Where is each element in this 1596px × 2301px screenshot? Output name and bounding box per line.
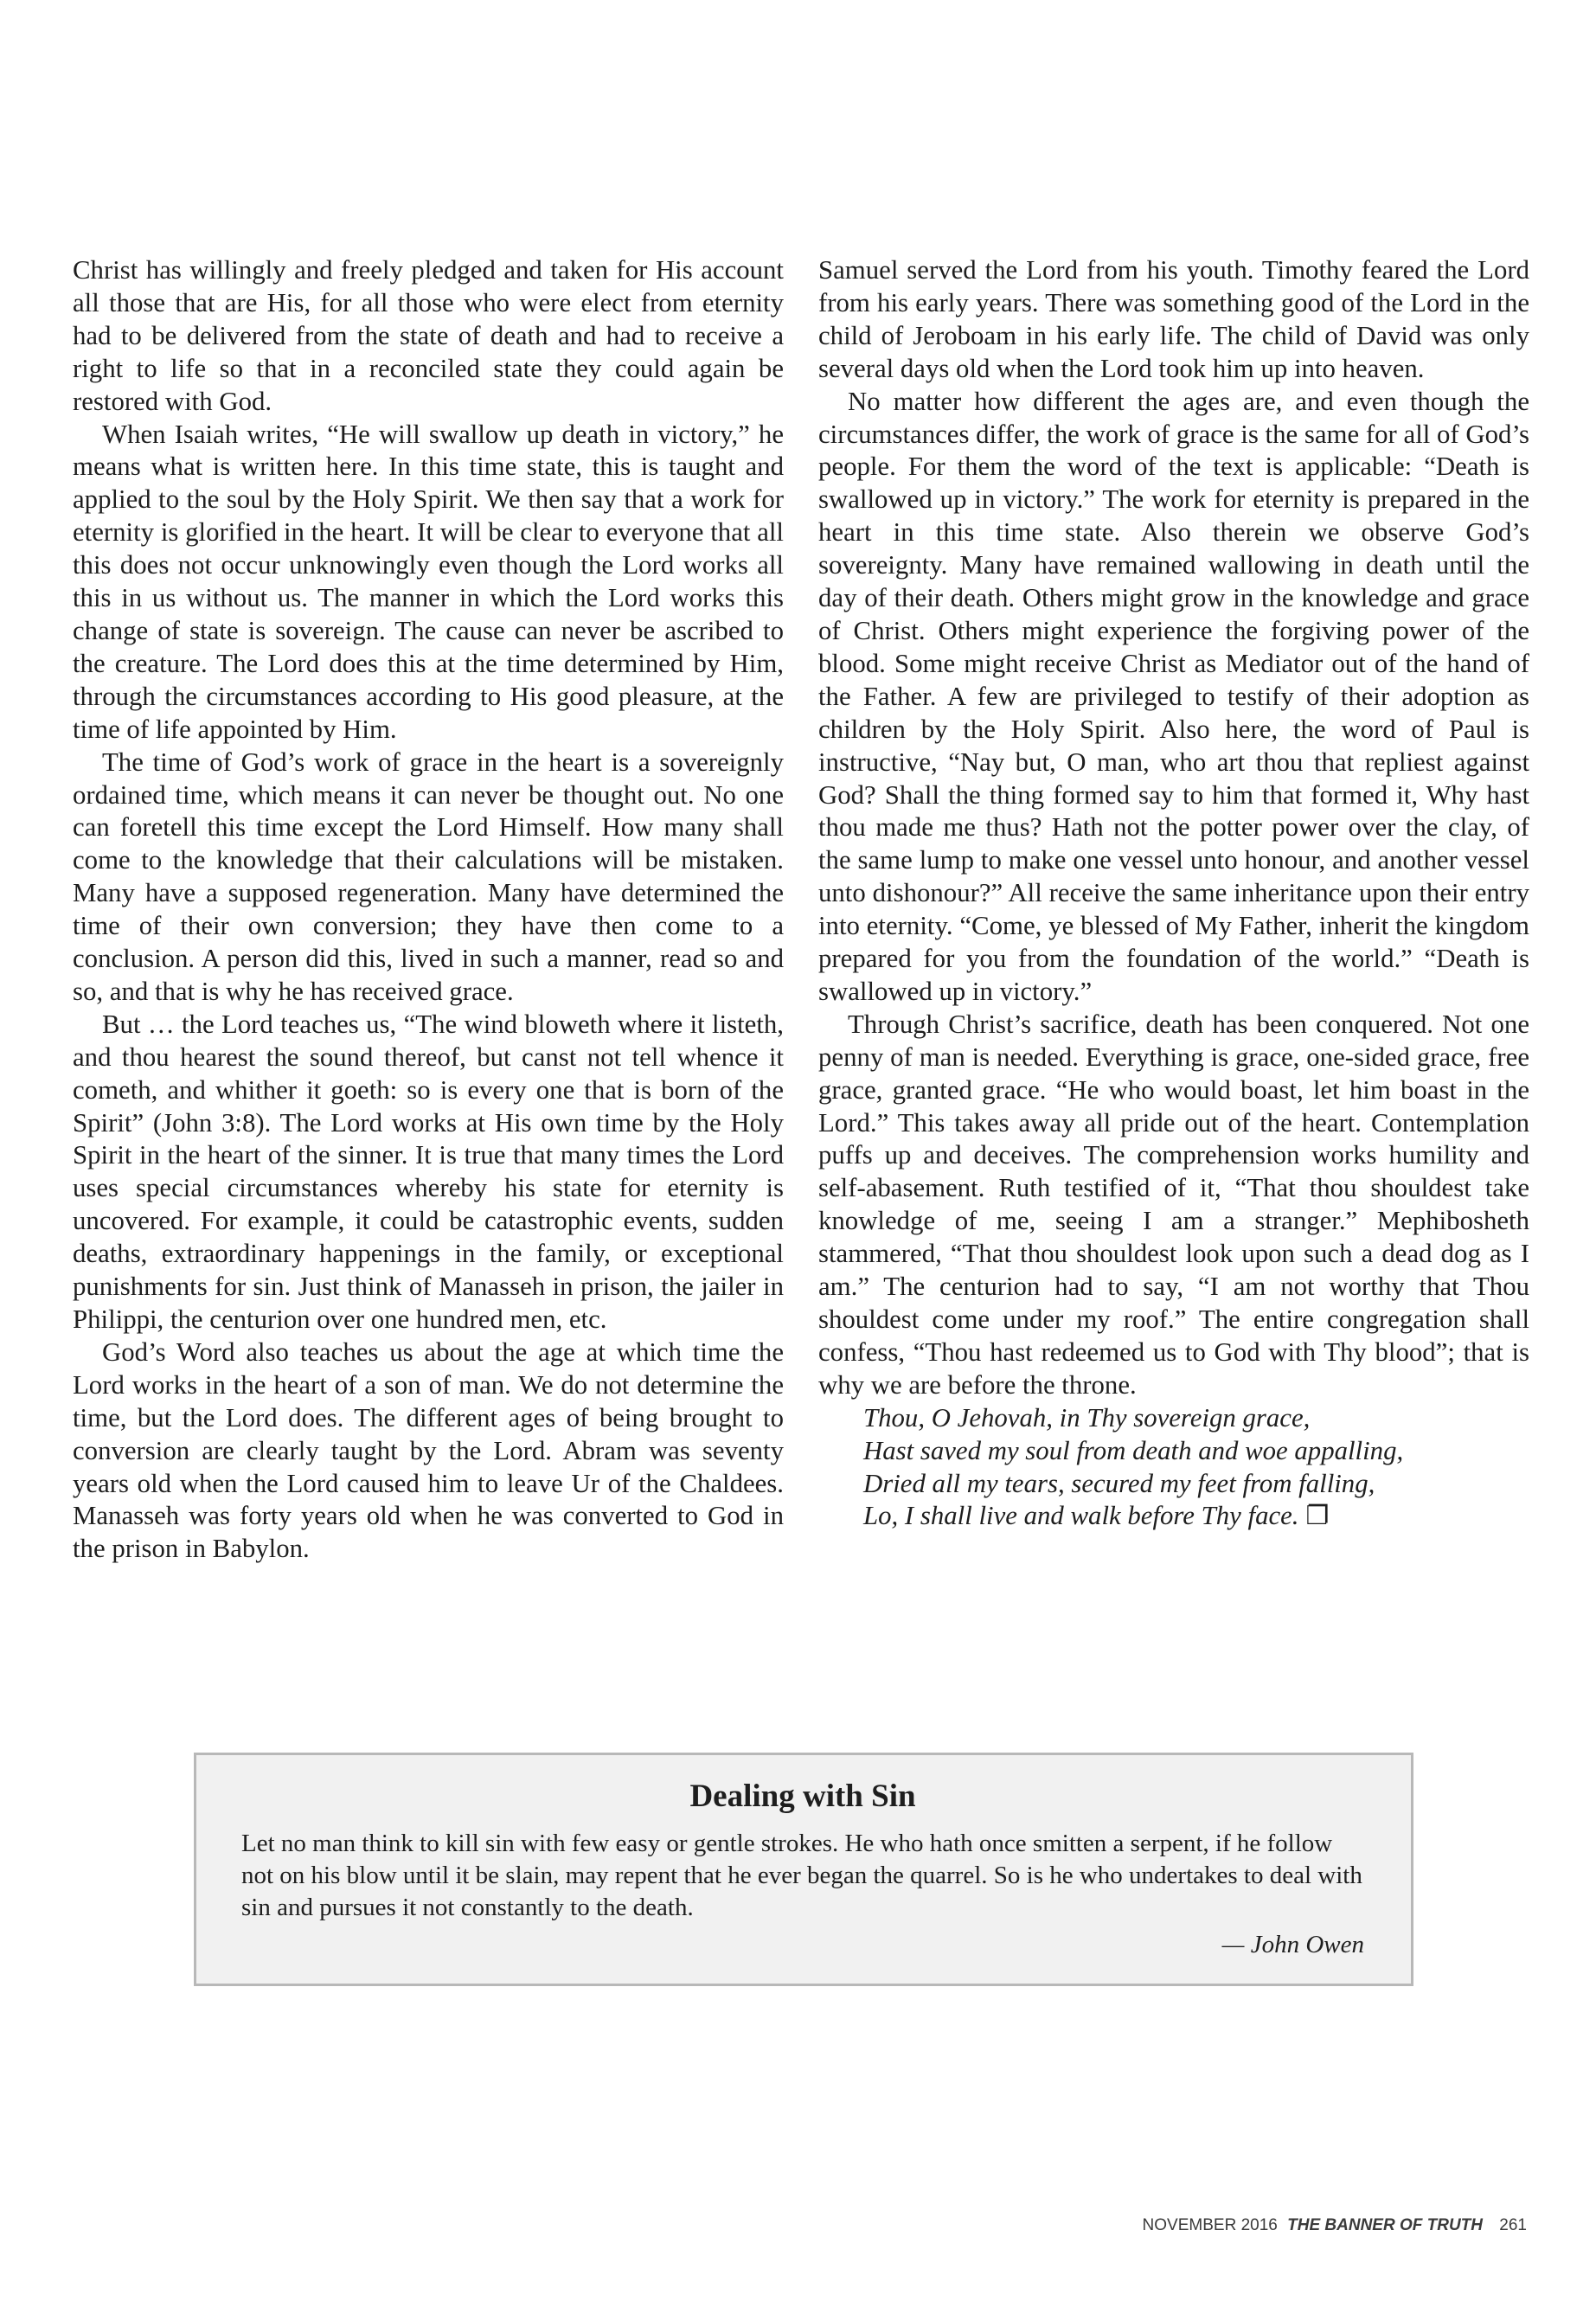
article-column-right bbox=[818, 254, 1529, 1533]
article-paragraph: No matter how different the ages are, and even though the circumstances differ, the work of grace is the same for all of God’s people. For them the word of the text is applicable: “Death is swallowed up in victory.” The work for eternity is prepared in the heart in this time state. Also therein we observe God’s sovereignty. Many have remained wallowing in death until the day of their death. Others might grow in the knowledge and grace of Christ. Others might experience the forgiving power of the blood. Some might receive Christ as Mediator out of the hand of the Father. A few are privileged to testify of their adoption as children by the Holy Spirit. Also here, the word of Paul is instructive, “Nay but, O man, who art thou that repliest against God? Shall the thing formed say to him that formed it, Why hast thou made me thus? Hath not the potter power over the clay, of the same lump to make one vessel unto honour, and another vessel unto dishonour?” All receive the same inheritance upon their entry into eternity. “Come, ye blessed of My Father, inherit the kingdom prepared for you from the foundation of the world.” “Death is swallowed up in victory.” bbox=[818, 386, 1529, 1006]
page-footer bbox=[1143, 2216, 1527, 2235]
article-paragraph: God’s Word also teaches us about the age at which time the Lord works in the heart of a son of man. We do not determine the time, but the Lord does. The different ages of being brought to conversion are clearly taught by the Lord. Abram was seventy years old when the Lord caused him to leave Ur of the Chaldees. Manasseh was forty years old when he was converted to God in the prison in Babylon. bbox=[73, 1336, 784, 1564]
sidebar-quote: Let no man think to kill sin with few easy or gentle strokes. He who hath once smitten a serpent, if he follow not on his blow until it be slain, may repent that he ever began the quarrel. So is he who undertakes to deal with sin and pursues it not constantly to the death. bbox=[241, 1830, 1362, 1921]
quote-sidebar bbox=[194, 1753, 1413, 1986]
article-paragraph: Christ has willingly and freely pledged and taken for His account all those that are His, for all those who were elect from eternity had to be delivered from the state of death and had to receive a right to life so that in a reconciled state they could again be restored with God. bbox=[73, 255, 784, 416]
article-paragraph: Through Christ’s sacrifice, death has been conquered. Not one penny of man is needed. Everything is grace, one-sided grace, free grace, granted grace. “He who would boast, let him boast in the Lord.” This takes away all pride out of the heart. Contemplation puffs up and deceives. The comprehension works humility and self-abasement. Ruth testified of it, “That thou shouldest take knowledge of me, seeing I am a stranger.” Mephibosheth stammered, “That thou shouldest look upon such a dead dog as I am.” The centurion had to say, “I am not worthy that Thou shouldest come under my roof.” The entire congregation shall confess, “Thou hast redeemed us to God with Thy blood”; that is why we are before the throne. bbox=[818, 1009, 1529, 1400]
footer-publication: THE BANNER OF TRUTH bbox=[1287, 2216, 1484, 2234]
closing-poem bbox=[818, 1402, 1529, 1534]
article-column-left bbox=[73, 254, 784, 1566]
article-paragraph: The time of God’s work of grace in the heart is a sovereignly ordained time, which means it can never be thought out. No one can foretell this time except the Lord Himself. How many shall come to the knowledge that their calculations will be mistaken. Many have a supposed regeneration. Many have determined the time of their own conversion; they have then come to a conclusion. A person did this, lived in such a manner, read so and so, and that is why he has received grace. bbox=[73, 747, 784, 1006]
article-paragraph: When Isaiah writes, “He will swallow up death in victory,” he means what is written here. In this time state, this is taught and applied to the soul by the Holy Spirit. We then say that a work for eternity is glorified in the heart. It will be clear to everyone that all this does not occur unknowingly even though the Lord works all this in us without us. The manner in which the Lord works this change of state is sovereign. The cause can never be ascribed to the creature. The Lord does this at the time determined by Him, through the circumstances according to His good pleasure, at the time of life appointed by Him. bbox=[73, 419, 784, 744]
end-of-article-icon: ❐ bbox=[1305, 1502, 1330, 1531]
poem-line: Thou, O Jehovah, in Thy sovereign grace, bbox=[863, 1402, 1311, 1433]
sidebar-attribution: — John Owen bbox=[1221, 1931, 1364, 1958]
article-paragraph: Samuel served the Lord from his youth. Timothy feared the Lord from his early years. There was something good of the Lord in the child of Jeroboam in his early life. The child of David was only several days old when the Lord took him up into heaven. bbox=[818, 255, 1529, 383]
poem-line: Dried all my tears, secured my feet from falling, bbox=[863, 1468, 1375, 1498]
page-number: 261 bbox=[1499, 2216, 1527, 2234]
poem-line: Lo, I shall live and walk before Thy face. bbox=[863, 1501, 1299, 1531]
footer-date: NOVEMBER 2016 bbox=[1142, 2216, 1278, 2234]
article-paragraph: But … the Lord teaches us, “The wind bloweth where it listeth, and thou hearest the sound thereof, but canst not tell whence it cometh, and whither it goeth: so is every one that is born of the Spirit” (John 3:8). The Lord works at His own time by the Holy Spirit in the heart of the sinner. It is true that many times the Lord uses special circumstances whereby his state for eternity is uncovered. For example, it could be catastrophic events, sudden deaths, extraordinary happenings in the family, or exceptional punishments for sin. Just think of Manasseh in prison, the jailer in Philippi, the centurion over one hundred men, etc. bbox=[73, 1009, 784, 1334]
sidebar-title: Dealing with Sin bbox=[689, 1779, 916, 1814]
poem-line: Hast saved my soul from death and woe appalling, bbox=[863, 1435, 1404, 1465]
poem-line-last bbox=[863, 1500, 1529, 1533]
